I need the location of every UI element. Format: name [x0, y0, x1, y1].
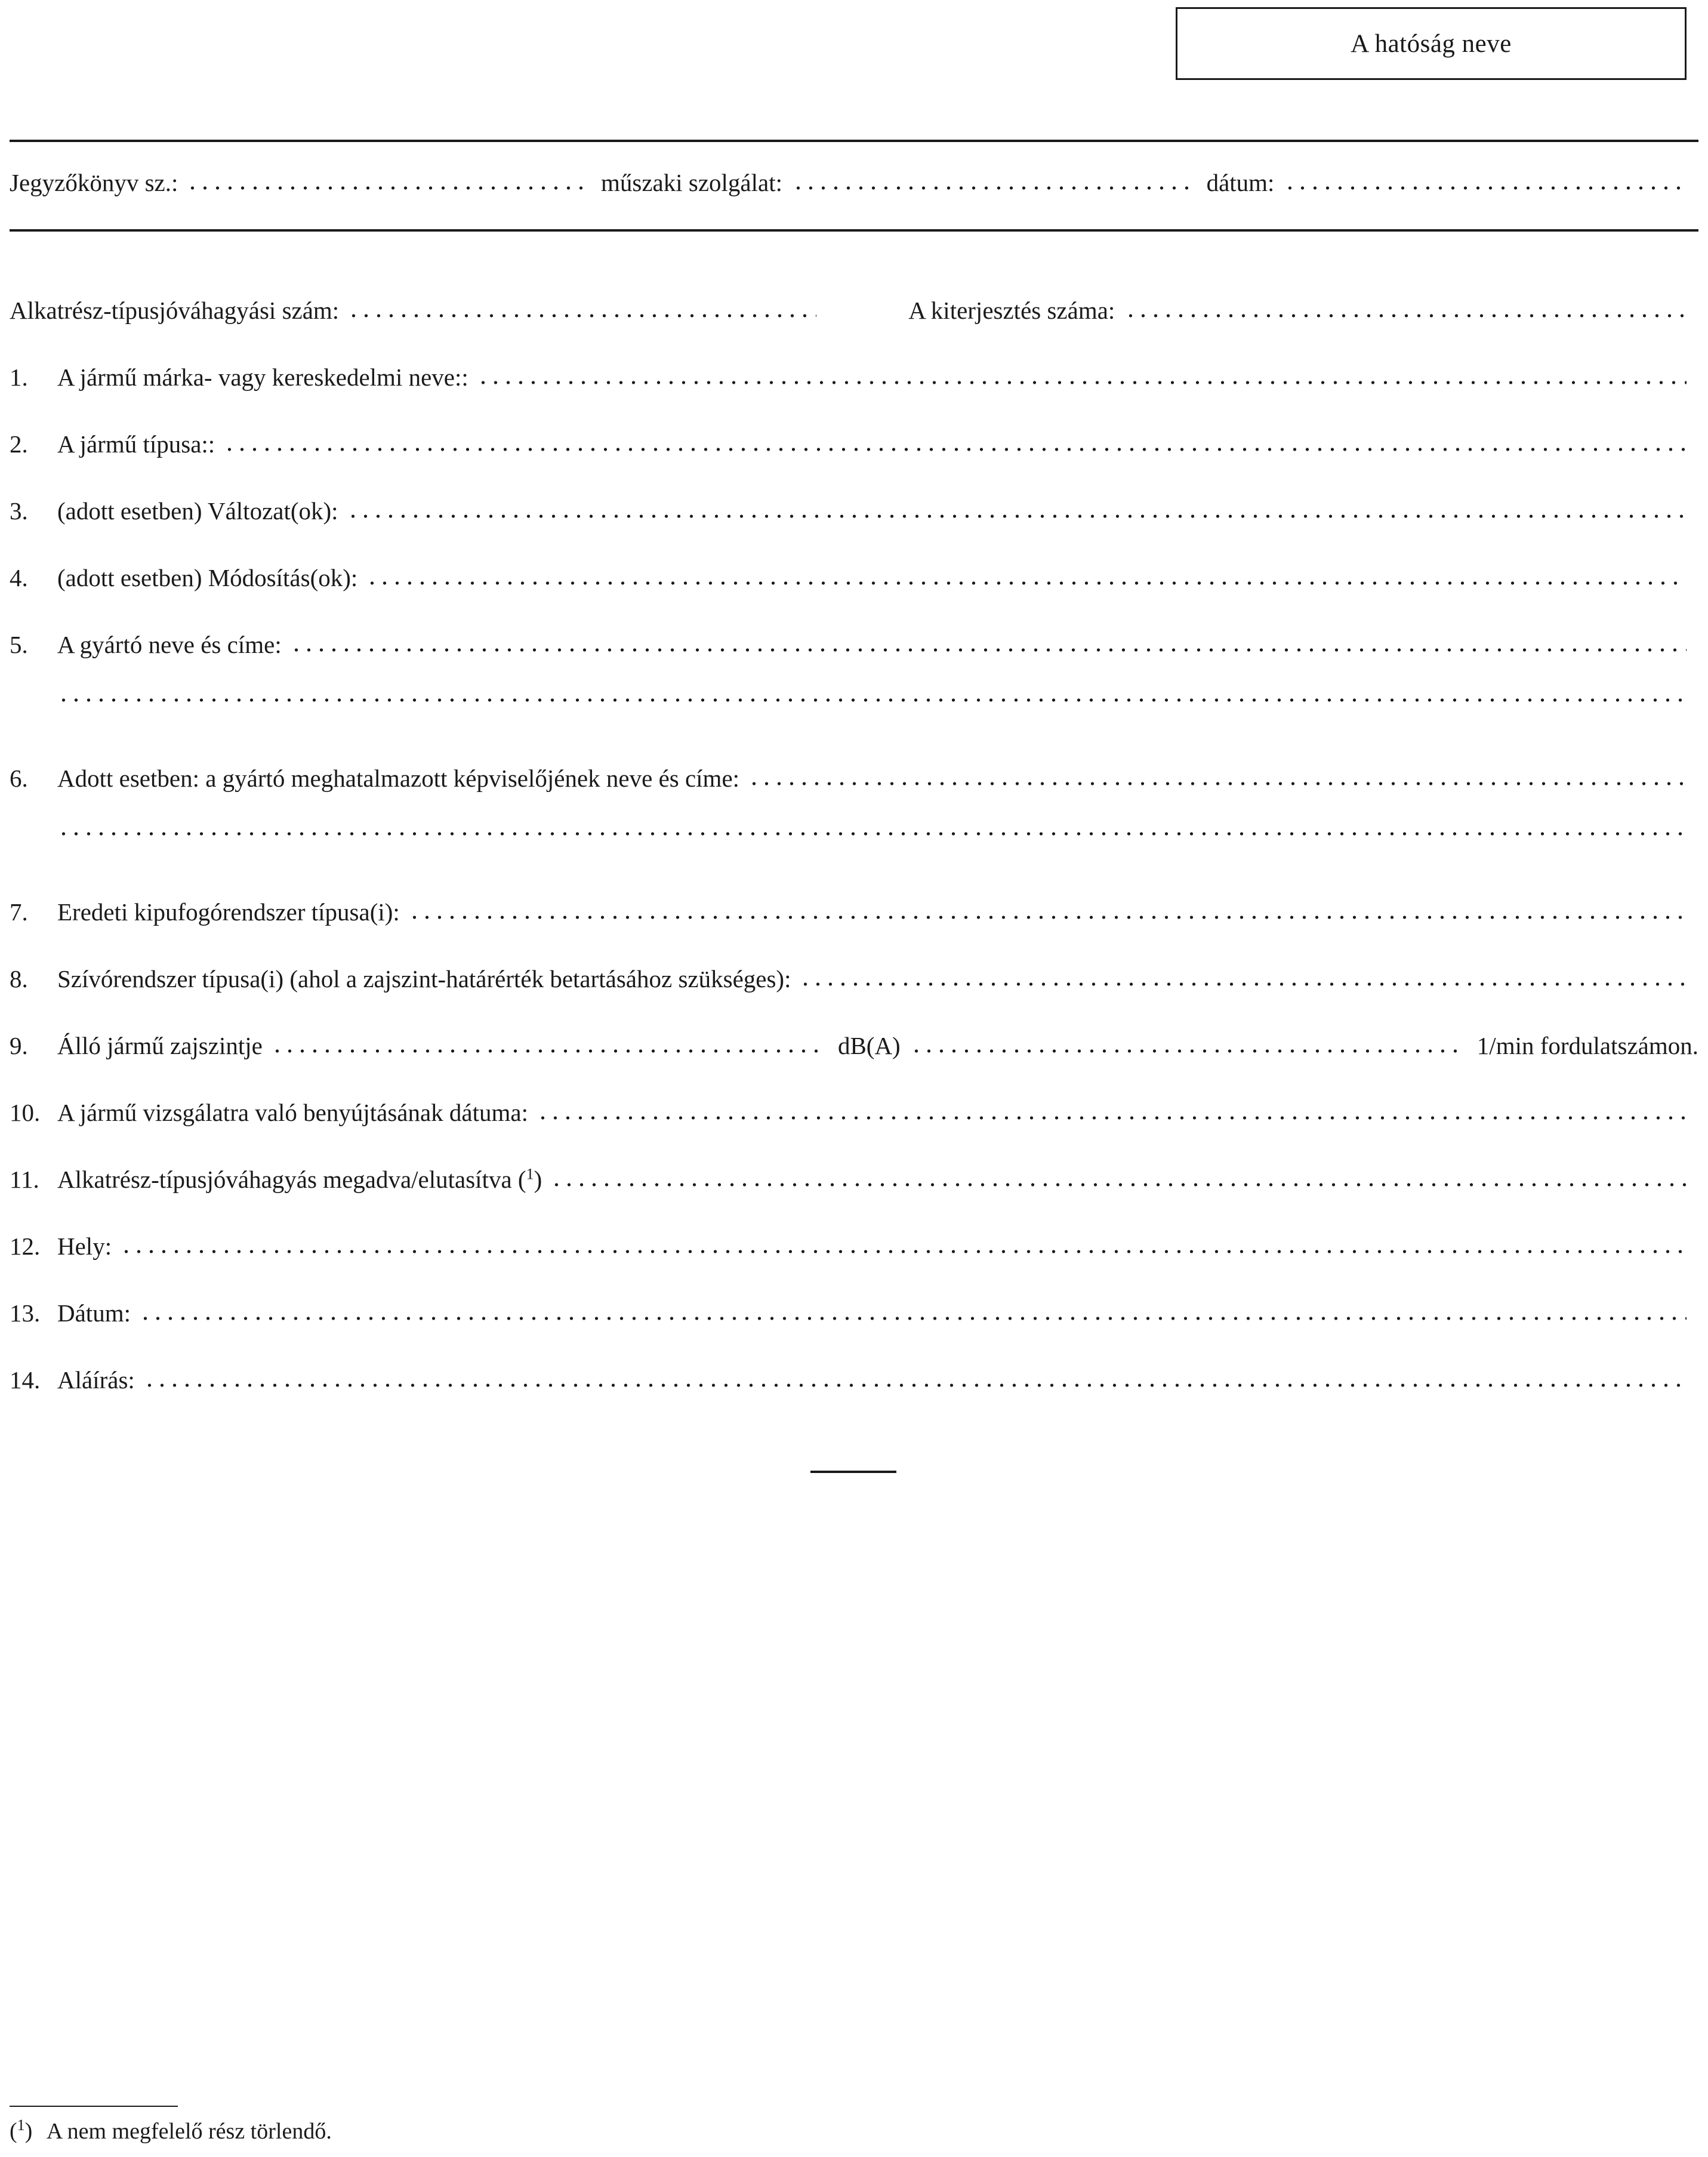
representative-field-continuation[interactable]	[57, 831, 1687, 837]
approval-status-label-end: )	[534, 1166, 542, 1193]
manufacturer-field-continuation[interactable]	[57, 697, 1687, 703]
item-number: 6.	[10, 765, 28, 792]
modifications-field[interactable]	[366, 580, 1687, 586]
signature-field[interactable]	[143, 1382, 1687, 1388]
item-row-1	[10, 363, 1689, 399]
item-label: (adott esetben) Változat(ok):	[57, 497, 338, 525]
approval-row	[10, 296, 1689, 332]
item-row-13	[10, 1299, 1689, 1335]
item-row-5	[10, 630, 1689, 666]
item-number: 12.	[10, 1232, 41, 1260]
item-row-10	[10, 1098, 1689, 1134]
report-number-field[interactable]	[186, 185, 589, 191]
end-of-form-rule	[810, 1471, 896, 1473]
manufacturer-field[interactable]	[290, 647, 1687, 653]
engine-speed-unit-label: 1/min fordulatszámon.	[1476, 1032, 1698, 1059]
engine-speed-field[interactable]	[910, 1048, 1465, 1054]
item-label: Hely:	[57, 1232, 112, 1260]
approval-number-label: Alkatrész-típusjóváhagyási szám:	[10, 297, 340, 324]
item-number: 14.	[10, 1366, 41, 1394]
item-label: Aláírás:	[57, 1366, 135, 1394]
header-date-field[interactable]	[1284, 185, 1687, 191]
approval-status-label: Alkatrész-típusjóváhagyás megadva/elutasítva (	[57, 1166, 526, 1193]
item-number: 8.	[10, 965, 28, 993]
item-label: A gyártó neve és címe:	[57, 631, 282, 658]
place-field[interactable]	[120, 1249, 1687, 1255]
item-label: Álló jármű zajszintje	[57, 1032, 263, 1059]
item-number: 9.	[10, 1032, 28, 1059]
extension-number-label: A kiterjesztés száma:	[908, 297, 1115, 324]
approval-status-field[interactable]	[550, 1182, 1687, 1188]
report-number-label: Jegyzőkönyv sz.:	[10, 169, 178, 196]
item-number: 1.	[10, 363, 28, 391]
item-label: (adott esetben) Módosítás(ok):	[57, 564, 358, 591]
item-label: Szívórendszer típusa(i) (ahol a zajszint-határérték betartásához szükséges):	[57, 965, 791, 993]
item-row-4	[10, 563, 1689, 599]
variants-field[interactable]	[347, 513, 1687, 519]
item-label: Adott esetben: a gyártó meghatalmazott képviselőjének neve és címe:	[57, 765, 740, 792]
item-row-8	[10, 965, 1689, 1000]
submission-date-field[interactable]	[537, 1115, 1687, 1121]
footnote-separator	[10, 2106, 178, 2107]
item-row-9	[10, 1031, 1698, 1067]
item-label: Eredeti kipufogórendszer típusa(i):	[57, 898, 400, 926]
footnote-ref-number: 1	[17, 2116, 25, 2134]
authority-name-box	[1176, 7, 1687, 80]
item-row-5-continuation	[57, 697, 1689, 733]
authority-name-label: A hatóság neve	[1351, 29, 1512, 58]
vehicle-make-field[interactable]	[477, 380, 1687, 386]
item-number: 11.	[10, 1166, 39, 1193]
item-row-6-continuation	[57, 831, 1689, 867]
item-number: 10.	[10, 1099, 41, 1126]
footnote-ref-open: (	[10, 2118, 17, 2144]
technical-service-field[interactable]	[792, 185, 1195, 191]
footnote-reference: 1	[526, 1165, 534, 1183]
date-field[interactable]	[139, 1315, 1687, 1321]
item-label: A jármű típusa::	[57, 430, 215, 458]
item-number: 3.	[10, 497, 28, 525]
item-label: A jármű márka- vagy kereskedelmi neve::	[57, 363, 468, 391]
exhaust-type-field[interactable]	[408, 914, 1687, 920]
item-row-3	[10, 497, 1689, 532]
header-bottom-rule	[10, 229, 1698, 232]
item-row-11	[10, 1165, 1689, 1201]
item-number: 7.	[10, 898, 28, 926]
footnote	[10, 2116, 332, 2144]
item-label	[57, 1165, 550, 1194]
intake-type-field[interactable]	[799, 981, 1687, 987]
item-number: 4.	[10, 564, 28, 591]
extension-number-field[interactable]	[1124, 313, 1687, 319]
item-row-6	[10, 764, 1689, 800]
item-label: A jármű vizsgálatra való benyújtásának dátuma:	[57, 1099, 528, 1126]
item-row-12	[10, 1232, 1689, 1268]
noise-level-field[interactable]	[271, 1048, 826, 1054]
item-label: Dátum:	[57, 1299, 131, 1327]
item-number: 13.	[10, 1299, 41, 1327]
representative-field[interactable]	[748, 781, 1687, 787]
item-row-14	[10, 1366, 1689, 1401]
item-number: 2.	[10, 430, 28, 458]
footnote-text: A nem megfelelő rész törlendő.	[46, 2118, 332, 2144]
item-row-2	[10, 430, 1689, 466]
noise-unit-label: dB(A)	[837, 1032, 901, 1059]
header-top-rule	[10, 140, 1698, 142]
item-number: 5.	[10, 631, 28, 658]
approval-number-field[interactable]	[347, 313, 816, 319]
report-header-row	[10, 168, 1689, 204]
vehicle-type-field[interactable]	[223, 446, 1687, 452]
header-date-label: dátum:	[1206, 169, 1275, 196]
technical-service-label: műszaki szolgálat:	[600, 169, 782, 196]
footnote-ref-close: )	[24, 2118, 33, 2144]
item-row-7	[10, 898, 1689, 933]
